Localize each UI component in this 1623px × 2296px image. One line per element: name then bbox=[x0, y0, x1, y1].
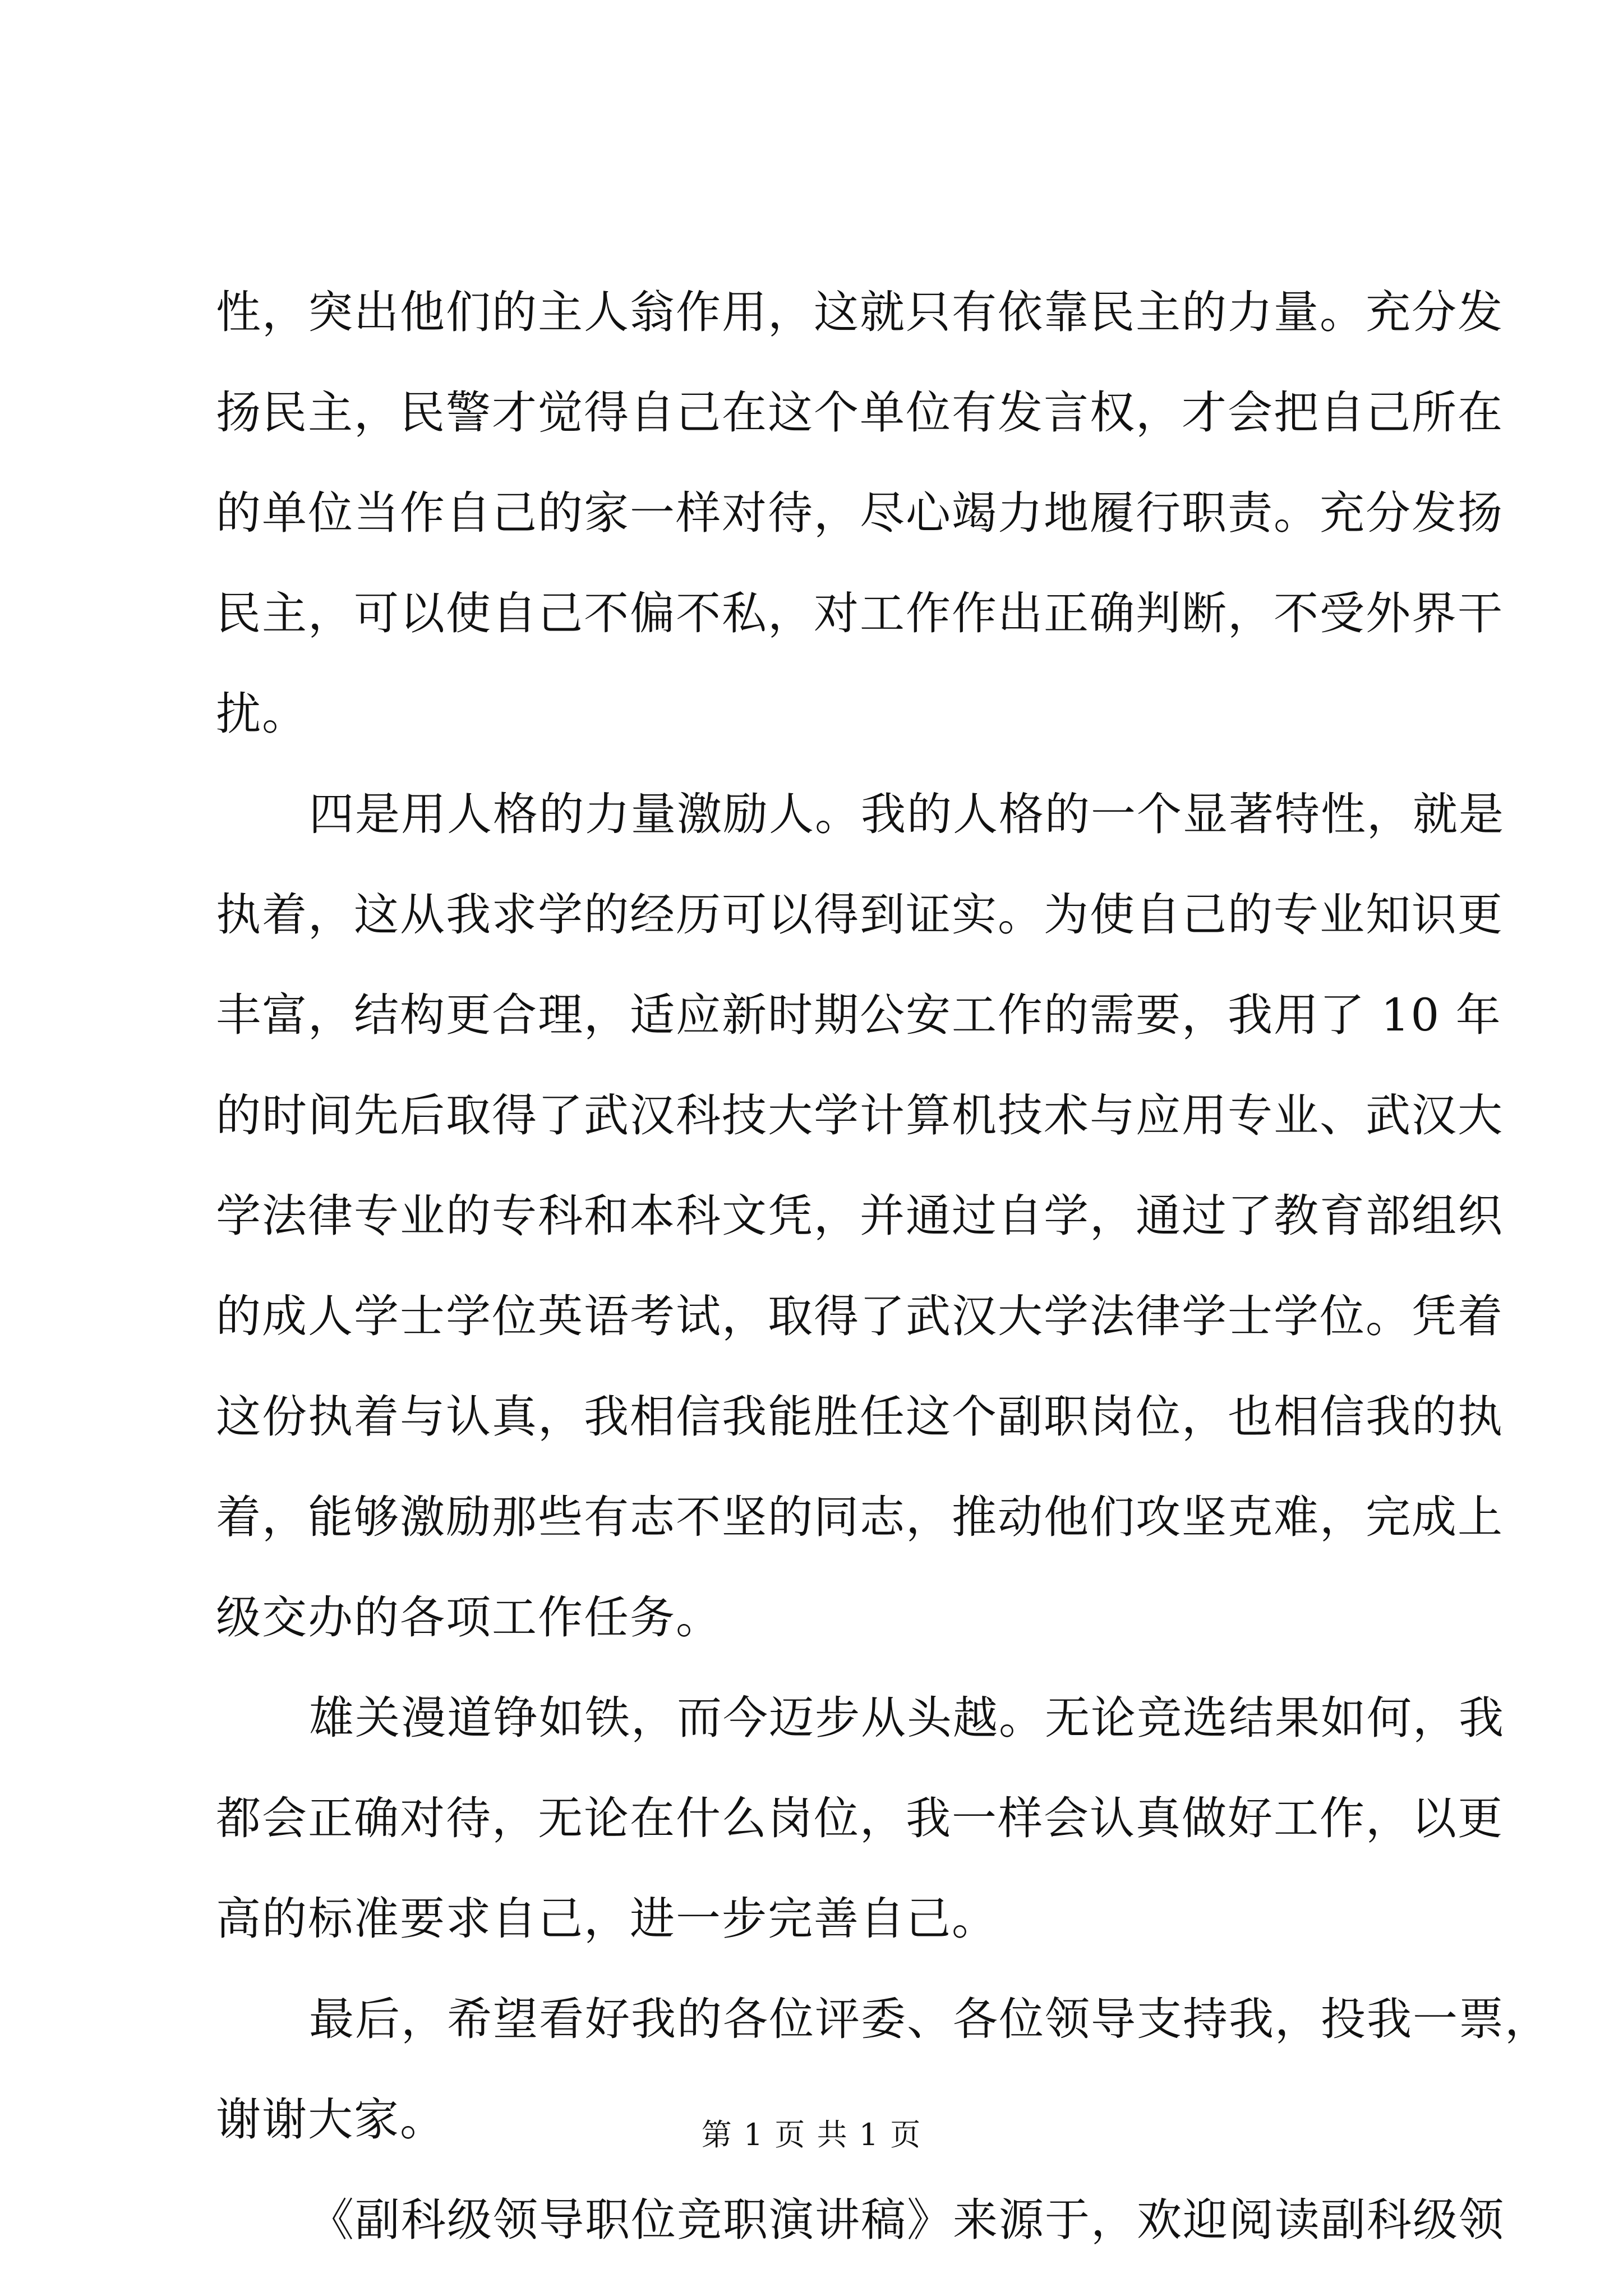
text-line: 扰。 bbox=[216, 688, 308, 740]
text-line: 谢谢大家。 bbox=[216, 2093, 446, 2146]
paragraph-first-line: 《副科级领导职位竞职演讲稿》来源于，欢迎阅读副科级领 bbox=[309, 2194, 1505, 2246]
text-line: 扬民主，民警才觉得自己在这个单位有发言权，才会把自己所在 bbox=[216, 386, 1504, 439]
paragraph-first-line: 最后，希望看好我的各位评委、各位领导支持我，投我一票， bbox=[309, 1993, 1551, 2045]
text-line: 民主，可以使自己不偏不私，对工作作出正确判断，不受外界干 bbox=[216, 587, 1504, 639]
text-line: 执着，这从我求学的经历可以得到证实。为使自己的专业知识更 bbox=[216, 889, 1504, 941]
text-line: 这份执着与认真，我相信我能胜任这个副职岗位，也相信我的执 bbox=[216, 1391, 1504, 1443]
page-number-footer: 第 1 页 共 1 页 bbox=[701, 2117, 922, 2152]
body-text bbox=[216, 262, 1551, 2270]
text-line: 的时间先后取得了武汉科技大学计算机技术与应用专业、武汉大 bbox=[216, 1089, 1504, 1142]
text-line: 高的标准要求自己，进一步完善自己。 bbox=[216, 1893, 998, 1945]
text-line: 着，能够激励那些有志不坚的同志，推动他们攻坚克难，完成上 bbox=[216, 1491, 1504, 1543]
paragraph-first-line: 雄关漫道铮如铁，而今迈步从头越。无论竞选结果如何，我 bbox=[309, 1692, 1505, 1744]
text-line: 丰富，结构更合理，适应新时期公安工作的需要，我用了 10 年 bbox=[216, 989, 1502, 1041]
text-line: 的单位当作自己的家一样对待，尽心竭力地履行职责。充分发扬 bbox=[216, 487, 1504, 539]
paragraph-first-line: 四是用人格的力量激励人。我的人格的一个显著特性，就是 bbox=[309, 788, 1505, 840]
text-line: 学法律专业的专科和本科文凭，并通过自学，通过了教育部组织 bbox=[216, 1190, 1504, 1242]
text-line: 级交办的各项工作任务。 bbox=[216, 1591, 722, 1644]
text-line: 都会正确对待，无论在什么岗位，我一样会认真做好工作，以更 bbox=[216, 1792, 1504, 1844]
text-line: 的成人学士学位英语考试，取得了武汉大学法律学士学位。凭着 bbox=[216, 1290, 1504, 1342]
text-line: 性，突出他们的主人翁作用，这就只有依靠民主的力量。充分发 bbox=[216, 286, 1504, 338]
